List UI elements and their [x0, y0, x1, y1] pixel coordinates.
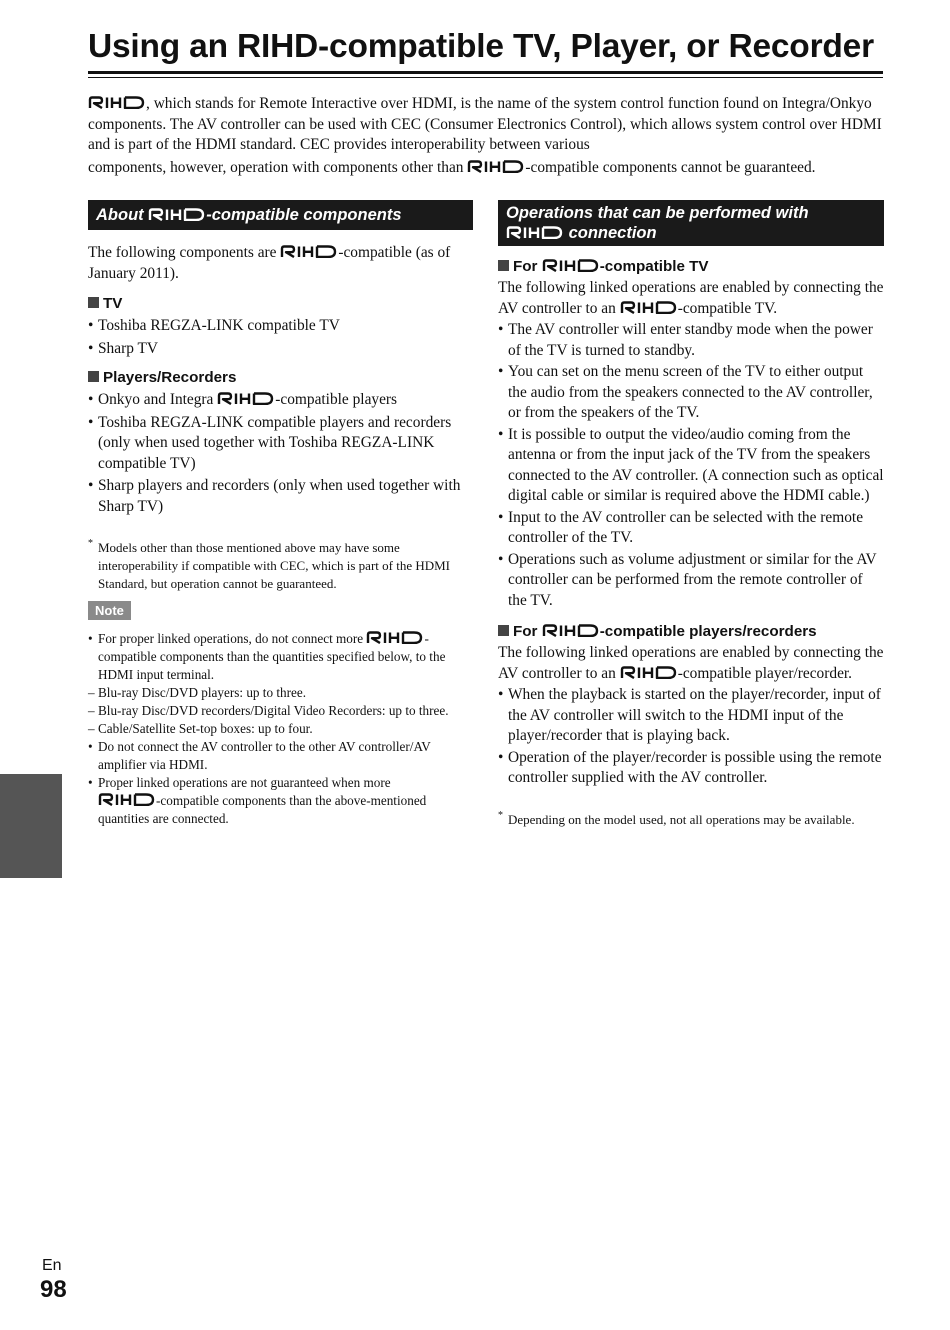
- square-bullet-icon: [88, 297, 99, 308]
- note-item: • Proper linked operations are not guaranteed when more -compatible components than the above-mentioned quantities are connected.: [88, 774, 473, 828]
- section-heading-about: About -compatible components: [88, 200, 473, 230]
- note-sublist: [88, 684, 473, 738]
- subheading-for-players: For -compatible players/recorders: [498, 622, 884, 642]
- left-column: [88, 200, 473, 828]
- intro-text-1: , which stands for Remote Interactive over HDMI, is the name of the system control function found on Integra/Onkyo components. The AV controller can be used with CEC (Consumer Electronics Control), which allows system control over HDMI and is part of the HDMI standard. CEC provides interoperability between various: [88, 95, 882, 153]
- list-item: • Onkyo and Integra -compatible players: [88, 390, 473, 411]
- players-lead: The following linked operations are enabled by connecting the AV controller to an -compatible player/recorder.: [498, 644, 884, 682]
- rihd-logo-icon: [620, 666, 678, 679]
- rihd-logo-icon: [506, 226, 564, 239]
- square-bullet-icon: [88, 371, 99, 382]
- rihd-logo-icon: [467, 160, 525, 173]
- note-subitem: – Cable/Satellite Set-top boxes: up to four.: [88, 720, 473, 738]
- rihd-logo-icon: [542, 624, 600, 637]
- about-lead: The following components are -compatible (as of January 2011).: [88, 244, 451, 282]
- tv-list: [88, 316, 473, 359]
- page-number: 98: [40, 1276, 67, 1303]
- list-item: • Input to the AV controller can be selected with the remote controller of the TV.: [498, 508, 884, 549]
- players-operations-list: [498, 685, 884, 789]
- page-language: En: [42, 1257, 62, 1274]
- note-subitem: – Blu-ray Disc/DVD recorders/Digital Video Recorders: up to three.: [88, 702, 473, 720]
- list-item: • When the playback is started on the player/recorder, input of the AV controller will switch to the HDMI input of the player/recorder that is playing back.: [498, 685, 884, 747]
- right-column: [498, 200, 884, 829]
- list-item: • Sharp players and recorders (only when used together with Sharp TV): [88, 476, 473, 517]
- note-item: • Do not connect the AV controller to the other AV controller/AV amplifier via HDMI.: [88, 738, 473, 774]
- list-item: • It is possible to output the video/audio coming from the antenna or from the input jack of the TV from the speakers connected to the AV controller. (A connection such as optical digital cable or similar is required above the HDMI cable.): [498, 425, 884, 507]
- note-subitem: – Blu-ray Disc/DVD players: up to three.: [88, 684, 473, 702]
- page-title: Using an RIHD-compatible TV, Player, or Recorder: [88, 28, 874, 65]
- left-footnote: * Models other than those mentioned above may have some interoperability if compatible with CEC, which is part of the HDMI Standard, but operation cannot be guaranteed.: [88, 538, 451, 591]
- rihd-logo-icon: [148, 208, 206, 221]
- rihd-logo-icon: [542, 259, 600, 272]
- note-item: • For proper linked operations, do not connect more -compatible components than the quantities specified below, to the HDMI input terminal. – Blu-ray Disc/DVD players: up to three. – Blu-ray Disc/DVD recorders/Digital Video Recorders: up to three. – Cable/Satellite Set-top boxes: up to four.: [88, 630, 473, 738]
- square-bullet-icon: [498, 260, 509, 271]
- note-list: [88, 630, 473, 828]
- list-item: • Toshiba REGZA-LINK compatible players and recorders (only when used together with Toshiba REGZA-LINK compatible TV): [88, 413, 473, 475]
- list-item: • You can set on the menu screen of the TV to either output the audio from the speakers connected to the AV controller, or from the speakers of the TV.: [498, 362, 884, 424]
- rihd-logo-icon: [366, 631, 424, 644]
- players-list: [88, 390, 473, 517]
- rihd-logo-icon: [280, 245, 338, 258]
- tv-operations-list: [498, 320, 884, 611]
- rihd-logo-icon: [217, 392, 275, 405]
- tv-lead: The following linked operations are enabled by connecting the AV controller to an -compatible TV.: [498, 279, 884, 317]
- rihd-logo-icon: [98, 793, 156, 806]
- intro-text-2a: components, however, operation with components other than: [88, 158, 468, 176]
- side-tab: [0, 774, 62, 878]
- subheading-tv: TV: [88, 294, 473, 314]
- list-item: • Toshiba REGZA-LINK compatible TV: [88, 316, 473, 337]
- list-item: • The AV controller will enter standby mode when the power of the TV is turned to standby.: [498, 320, 884, 361]
- rihd-logo-icon: [620, 301, 678, 314]
- title-rule-thick: [88, 71, 883, 74]
- list-item: • Operation of the player/recorder is possible using the remote controller supplied with the AV controller.: [498, 748, 884, 789]
- intro-text-2b: -compatible components cannot be guaranteed.: [525, 158, 816, 176]
- list-item: • Sharp TV: [88, 339, 473, 360]
- intro-paragraph: [88, 94, 884, 179]
- right-footnote: * Depending on the model used, not all operations may be available.: [498, 809, 855, 827]
- square-bullet-icon: [498, 625, 509, 636]
- title-rule-thin: [88, 77, 883, 78]
- subheading-players: Players/Recorders: [88, 368, 473, 388]
- subheading-for-tv: For -compatible TV: [498, 257, 884, 277]
- note-label: Note: [88, 601, 131, 620]
- rihd-logo-icon: [88, 96, 146, 109]
- list-item: • Operations such as volume adjustment or similar for the AV controller can be performed from the remote controller of the TV.: [498, 550, 884, 612]
- section-heading-operations: Operations that can be performed with connection: [498, 200, 884, 246]
